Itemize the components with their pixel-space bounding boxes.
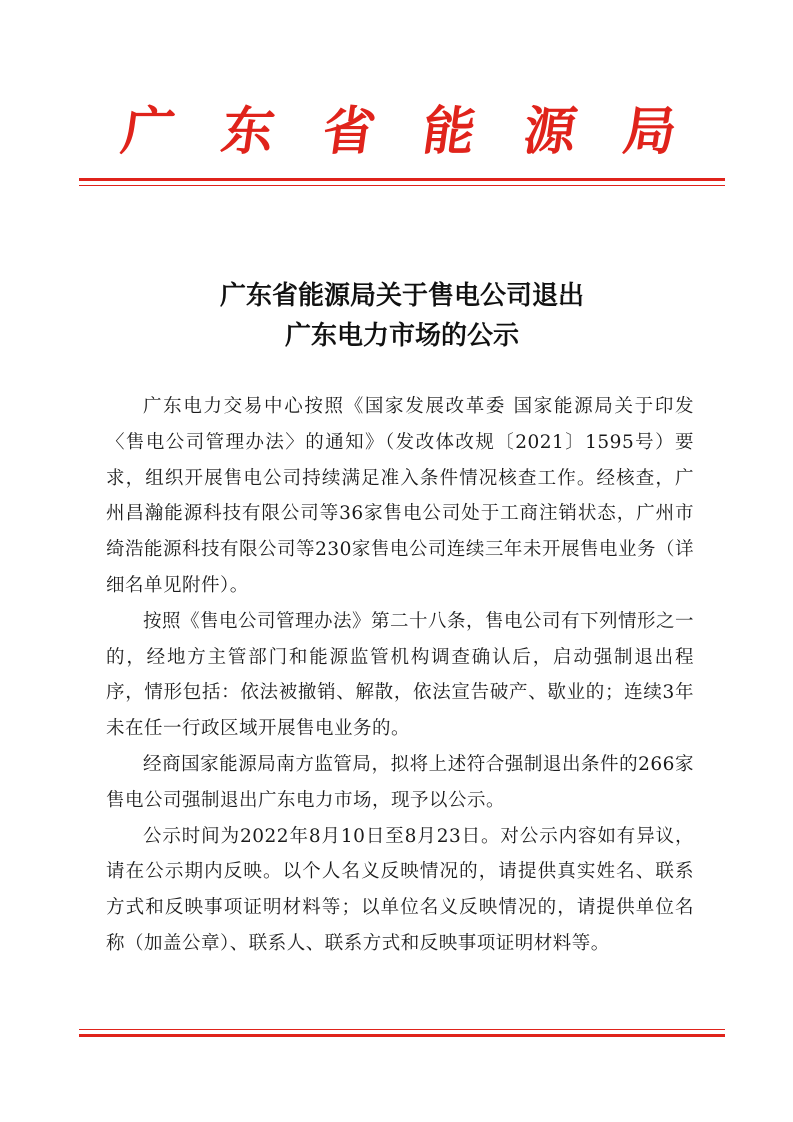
document-body: [106, 389, 694, 962]
body-paragraph: 经商国家能源局南方监管局，拟将上述符合强制退出条件的266家售电公司强制退出广东电力市场，现予以公示。: [106, 753, 694, 811]
document-title-line-1: 广东省能源局关于售电公司退出: [219, 281, 584, 311]
letterhead-char: 局: [619, 101, 681, 162]
letterhead-char: 能: [418, 101, 480, 162]
letterhead-char: 源: [519, 101, 580, 162]
letterhead-title: [76, 92, 716, 172]
letterhead-char: 东: [218, 101, 279, 162]
footer-divider-thin: [79, 1029, 725, 1030]
header-divider-thick: [79, 178, 725, 181]
letterhead-char: 广: [117, 101, 179, 162]
body-paragraph: 广东电力交易中心按照《国家发展改革委 国家能源局关于印发〈售电公司管理办法〉的通知》（发改体改规〔2021〕1595号）要求，组织开展售电公司持续满足准入条件情况核查工作。经核查，广州昌瀚能源科技有限公司等36家售电公司处于工商注销状态，广州市绮浩能源科技有限公司等230家售电公司连续三年未开展售电业务（详细名单见附件）。: [106, 396, 694, 596]
header-divider-thin: [79, 185, 725, 186]
body-paragraph: 公示时间为2022年8月10日至8月23日。对公示内容如有异议，请在公示期内反映。以个人名义反映情况的，请提供真实姓名、联系方式和反映事项证明材料等；以单位名义反映情况的，请提供单位名称（加盖公章）、联系人、联系方式和反映事项证明材料等。: [106, 825, 694, 954]
document-title: [79, 276, 725, 356]
footer-divider-thick: [79, 1034, 725, 1037]
document-title-line-2: 广东电力市场的公示: [284, 321, 519, 351]
letterhead-char: 省: [318, 101, 380, 162]
body-paragraph: 按照《售电公司管理办法》第二十八条，售电公司有下列情形之一的，经地方主管部门和能源监管机构调查确认后，启动强制退出程序，情形包括：依法被撤销、解散，依法宣告破产、歇业的；连续3年未在任一行政区域开展售电业务的。: [106, 610, 695, 740]
